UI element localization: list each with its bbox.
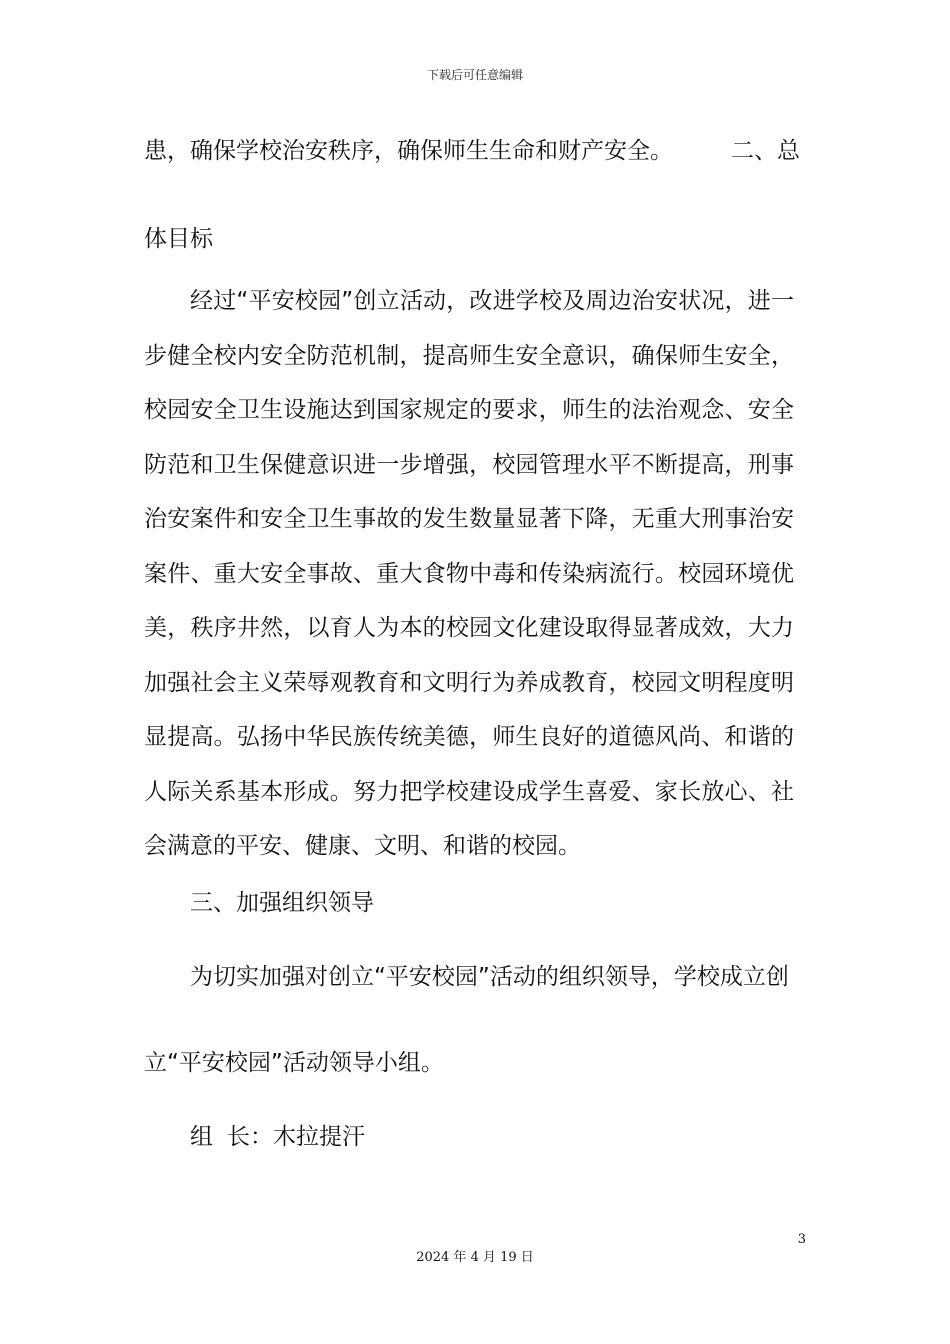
page-number: 3 <box>797 1232 806 1247</box>
section2-heading-prefix: 二、总 <box>731 138 800 164</box>
leader-name: 木拉提汗 <box>273 1124 365 1150</box>
continuation-text: 患，确保学校治安秩序，确保师生生命和财产安全。 <box>144 138 673 164</box>
section3-heading: 三、加强组织领导 <box>190 890 374 916</box>
goal-paragraph: 经过“平安校园”创立活动，改进学校及周边治安状况，进一步健全校内安全防范机制，提高师生安全意识，确保师生安全，校园安全卫生设施达到国家规定的要求，师生的法治观念、安全防范和卫生保健意识进一步增强，校园管理水平不断提高，刑事治安案件和安全卫生事故的发生数量显著下降，无重大刑事治安案件、重大安全事故、重大食物中毒和传染病流行。校园环境优美，秩序井然，以育人为本的校园文化建设取得显著成效，大力加强社会主义荣辱观教育和文明行为养成教育，校园文明程度明显提高。弘扬中华民族传统美德，师生良好的道德风尚、和谐的人际关系基本形成。努力把学校建设成学生喜爱、家长放心、社会满意的平安、健康、文明、和谐的校园。 <box>144 288 794 859</box>
leader-line <box>144 1120 840 1154</box>
page-header: 下载后可任意编辑 <box>426 68 523 82</box>
org-paragraph-line1: 为切实加强对创立“平安校园”活动的组织领导，学校成立创 <box>190 964 789 990</box>
goal-section <box>144 274 794 874</box>
leader-label-part2: 长： <box>227 1124 273 1150</box>
footer-date: 2024 年 4 月 19 日 <box>416 1250 534 1265</box>
continuation-line <box>144 134 800 168</box>
section2-heading-suffix: 体目标 <box>144 226 213 252</box>
org-paragraph-line2: 立“平安校园”活动领导小组。 <box>144 1050 444 1076</box>
leader-label-part1: 组 <box>190 1124 213 1150</box>
